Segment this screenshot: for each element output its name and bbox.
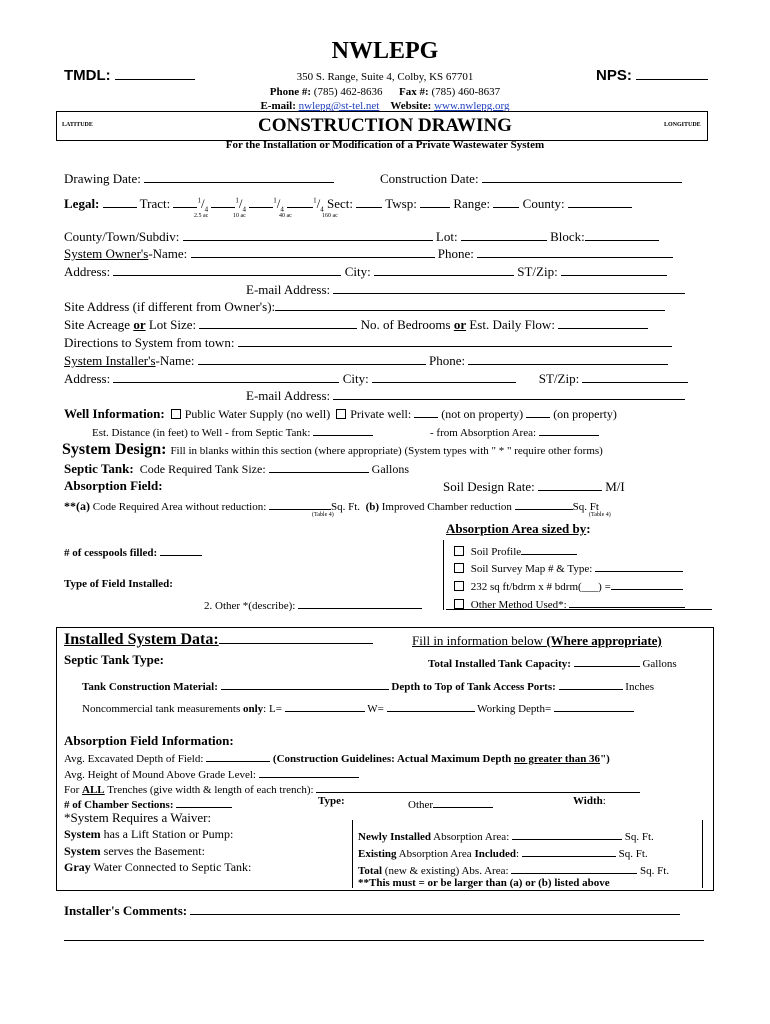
tank-length-field[interactable]: [285, 699, 365, 712]
owner-phone-field[interactable]: [477, 245, 673, 258]
working-depth-field[interactable]: [554, 699, 634, 712]
tank-material-field[interactable]: [221, 677, 389, 690]
acres-label-2: 10 ac: [233, 213, 246, 219]
total-capacity-row: Total Installed Tank Capacity: Gallons: [428, 654, 677, 670]
soil-profile-checkbox[interactable]: [454, 546, 464, 556]
latitude-label: LATITUDE: [62, 122, 93, 128]
well-info-row: Well Information: Public Water Supply (no well) Private well: (not on property) (on property): [64, 406, 617, 421]
lift-station-label: System has a Lift Station or Pump:: [64, 827, 234, 841]
noncommercial-row: Noncommercial tank measurements only: L= W= Working Depth=: [82, 699, 634, 715]
distance-septic-field[interactable]: [313, 423, 373, 436]
email-website: E-mail: nwlepg@st-tel.net Website: www.nwlepg.org: [260, 100, 510, 112]
area-box-left-rule: [352, 820, 353, 888]
private-well-checkbox[interactable]: [336, 409, 346, 419]
tank-width-field[interactable]: [387, 699, 475, 712]
site-acreage-row: Site Acreage or Lot Size: No. of Bedrooms or Est. Daily Flow:: [64, 316, 648, 333]
table4-label-a: (Table 4): [312, 512, 334, 518]
soil-design-rate-field[interactable]: [538, 478, 602, 491]
other-method-option: Other Method Used*:: [454, 595, 685, 611]
construction-date-field[interactable]: [482, 170, 682, 183]
code-area-field[interactable]: [269, 497, 331, 510]
field-installed-label: Type of Field Installed:: [64, 578, 173, 590]
other-describe-row: 2. Other *(describe):: [204, 596, 422, 612]
distance-absorption-field[interactable]: [539, 423, 599, 436]
bdrm-checkbox[interactable]: [454, 581, 464, 591]
other-row: Other: [408, 795, 493, 811]
tank-material-row: Tank Construction Material: Depth to Top of Tank Access Ports: Inches: [82, 677, 654, 693]
org-name: NWLEPG: [331, 38, 439, 64]
system-design-heading: System Design: Fill in blanks within this section (where appropriate) (System types with " * " require other forms): [62, 441, 603, 458]
septic-tank-type-label: Septic Tank Type:: [64, 652, 164, 667]
longitude-label: LONGITUDE: [664, 122, 701, 128]
cesspools-field[interactable]: [160, 543, 202, 556]
est-distance-absorption: - from Absorption Area:: [430, 423, 599, 439]
acres-label-1: 2.5 ac: [194, 213, 209, 219]
installers-comments-row: Installer's Comments:: [64, 902, 680, 919]
avg-excavated-field[interactable]: [206, 749, 270, 762]
avg-height-row: Avg. Height of Mound Above Grade Level:: [64, 765, 359, 781]
nps-label: NPS:: [596, 67, 708, 84]
chamber-sections-field[interactable]: [176, 795, 232, 808]
legal-row: Legal: Tract: $^1/_4$ $^1/_4$ $^1/_4$ $^1/_4$ Sect: Twsp: Range: County:: [64, 195, 632, 214]
tmdl-label: TMDL:: [64, 67, 195, 84]
well-on-property-field[interactable]: [526, 405, 550, 418]
public-water-checkbox[interactable]: [171, 409, 181, 419]
type-label: Type:: [318, 795, 345, 807]
chamber-reduction-field[interactable]: [515, 497, 573, 510]
site-address-row: Site Address (if different from Owner's):: [64, 298, 665, 315]
owner-city-field[interactable]: [374, 263, 514, 276]
absorption-field-label: Absorption Field:: [64, 478, 163, 493]
width-label: Width:: [573, 795, 606, 807]
waiver-label: *System Requires a Waiver:: [64, 810, 212, 825]
bdrm-option: 232 sq ft/bdrm x # bdrm(___) =: [454, 577, 683, 593]
fill-info-note: Fill in information below (Where appropriate): [412, 633, 662, 648]
other-method-checkbox[interactable]: [454, 599, 464, 609]
legal-field[interactable]: [103, 195, 137, 208]
trenches-row: For ALL Trenches (give width & length of each trench):: [64, 780, 640, 796]
installed-heading: Installed System Data:: [64, 631, 373, 649]
sized-by-heading: Absorption Area sized by:: [446, 521, 591, 536]
well-not-on-property-field[interactable]: [414, 405, 438, 418]
owner-address-row: Address: City: ST/Zip:: [64, 263, 667, 280]
installer-name-field[interactable]: [198, 352, 426, 365]
installer-email-field[interactable]: [333, 387, 685, 400]
email-link[interactable]: nwlepg@st-tel.net: [298, 100, 380, 112]
bdrm-field[interactable]: [611, 577, 683, 590]
total-area-row: Total (new & existing) Abs. Area: Sq. Ft.: [358, 861, 669, 877]
site-acreage-field[interactable]: [199, 316, 357, 329]
code-area-row: **(a) Code Required Area without reduction: Sq. Ft. (b) Improved Chamber reduction Sq. Ft: [64, 499, 599, 513]
area-box-right-rule: [702, 820, 703, 888]
page-title: CONSTRUCTION DRAWING: [258, 115, 512, 136]
existing-row: Existing Absorption Area Included: Sq. Ft.: [358, 844, 648, 860]
acres-label-3: 40 ac: [279, 213, 292, 219]
other-method-field[interactable]: [569, 595, 685, 608]
soil-profile-field[interactable]: [521, 542, 577, 555]
sect-field[interactable]: [356, 195, 382, 208]
county-town-row: County/Town/Subdiv: Lot: Block:: [64, 228, 659, 245]
soil-survey-checkbox[interactable]: [454, 563, 464, 573]
page-subtitle: For the Installation or Modification of a Private Wastewater System: [225, 139, 545, 151]
other-field[interactable]: [433, 795, 493, 808]
installer-city-field[interactable]: [372, 370, 516, 383]
owner-address-field[interactable]: [113, 263, 341, 276]
other-describe-field[interactable]: [298, 596, 422, 609]
owner-email-row: E-mail Address:: [246, 281, 685, 298]
tract-field-1[interactable]: [173, 195, 197, 208]
website-link[interactable]: www.nwlepg.org: [434, 100, 510, 112]
installers-comments-field[interactable]: [190, 902, 680, 915]
tract-field-4[interactable]: [287, 195, 313, 208]
block-field[interactable]: [585, 228, 659, 241]
table4-label-b: (Table 4): [589, 512, 611, 518]
tract-field-3[interactable]: [249, 195, 273, 208]
site-address-field[interactable]: [275, 298, 665, 311]
installed-heading-rule: [219, 631, 373, 644]
drawing-date-field[interactable]: [144, 170, 334, 183]
range-field[interactable]: [493, 195, 519, 208]
installer-stzip-field[interactable]: [582, 370, 688, 383]
soil-survey-option: Soil Survey Map # & Type:: [454, 559, 683, 575]
owner-name-field[interactable]: [191, 245, 435, 258]
owner-email-field[interactable]: [333, 281, 685, 294]
existing-area-field[interactable]: [522, 844, 616, 857]
septic-tank-row: Septic Tank: Code Required Tank Size: Gallons: [64, 461, 409, 476]
soil-design-rate-row: Soil Design Rate: M/I: [443, 479, 625, 494]
code-tank-size-field[interactable]: [269, 460, 369, 473]
must-note: **This must = or be larger than (a) or (b) listed above: [358, 877, 610, 889]
sized-by-divider: [443, 540, 444, 610]
installer-address-row: Address: City: ST/Zip:: [64, 370, 688, 387]
soil-profile-option: Soil Profile: [454, 542, 577, 558]
cesspools-row: # of cesspools filled:: [64, 543, 202, 559]
total-capacity-field[interactable]: [574, 654, 640, 667]
newly-installed-row: Newly Installed Absorption Area: Sq. Ft.: [358, 827, 654, 843]
soil-survey-field[interactable]: [595, 559, 683, 572]
total-area-field[interactable]: [511, 861, 637, 874]
installer-email-row: E-mail Address:: [246, 387, 685, 404]
avg-excavated-row: Avg. Excavated Depth of Field: (Construction Guidelines: Actual Maximum Depth no greater than 36"): [64, 749, 610, 765]
tract-field-2[interactable]: [211, 195, 235, 208]
est-distance-septic: Est. Distance (in feet) to Well - from Septic Tank:: [92, 423, 373, 439]
lot-field[interactable]: [461, 228, 547, 241]
chamber-sections-row: # of Chamber Sections:: [64, 795, 232, 811]
county-field[interactable]: [568, 195, 632, 208]
newly-installed-field[interactable]: [512, 827, 622, 840]
bedrooms-field[interactable]: [558, 316, 648, 329]
drawing-date-row: Drawing Date:: [64, 170, 334, 187]
county-town-field[interactable]: [183, 228, 433, 241]
construction-date-row: Construction Date:: [380, 170, 682, 187]
acres-label-4: 160 ac: [322, 213, 338, 219]
phone-fax: Phone #: (785) 462-8636 Fax #: (785) 460-8637: [269, 86, 501, 98]
avg-height-field[interactable]: [259, 765, 359, 778]
basement-label: System serves the Basement:: [64, 844, 205, 858]
owner-row: System Owner's-Name: Phone:: [64, 245, 673, 262]
owner-stzip-field[interactable]: [561, 263, 667, 276]
installer-phone-field[interactable]: [468, 352, 668, 365]
office-address: 350 S. Range, Suite 4, Colby, KS 67701: [296, 71, 474, 83]
comments-line-2[interactable]: [64, 940, 704, 941]
installer-address-field[interactable]: [113, 370, 339, 383]
depth-to-top-field[interactable]: [559, 677, 623, 690]
gray-water-label: Gray Water Connected to Septic Tank:: [64, 860, 252, 874]
absorption-info-heading: Absorption Field Information:: [64, 733, 234, 748]
trenches-field[interactable]: [316, 780, 640, 793]
twsp-field[interactable]: [420, 195, 450, 208]
directions-row: Directions to System from town:: [64, 334, 672, 351]
directions-field[interactable]: [238, 334, 672, 347]
installer-row: System Installer's-Name: Phone:: [64, 352, 668, 369]
